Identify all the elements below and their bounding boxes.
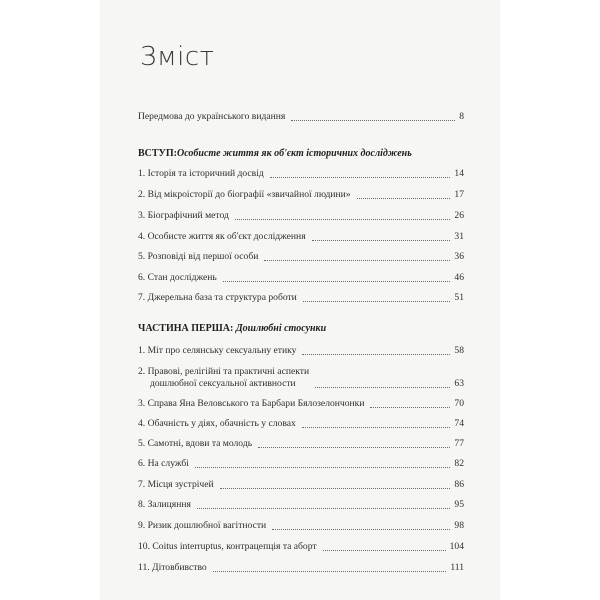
dot-leader bbox=[302, 427, 451, 428]
toc-entry[interactable] bbox=[138, 366, 464, 390]
toc-entry-label: 5. Розповіді від першої особи bbox=[138, 251, 259, 262]
toc-entry[interactable] bbox=[138, 541, 464, 553]
dot-leader bbox=[370, 407, 450, 408]
toc-entry-page: 26 bbox=[454, 210, 464, 221]
toc-entry[interactable] bbox=[138, 210, 464, 222]
toc-entry-page: 111 bbox=[450, 562, 464, 573]
toc-entry-label: 8. Залицяння bbox=[138, 499, 191, 510]
toc-entry-page: 70 bbox=[454, 398, 464, 409]
toc-entry-label: 2. Від мікроісторії до біографії «звичайної людини» bbox=[138, 189, 351, 200]
toc-entry-label: 6. Стан досліджень bbox=[138, 272, 217, 283]
toc-entry[interactable] bbox=[138, 251, 464, 263]
dot-leader bbox=[213, 571, 447, 572]
toc-entry[interactable] bbox=[138, 398, 464, 410]
section-heading-intro bbox=[138, 148, 468, 160]
section-heading-part1 bbox=[138, 323, 468, 335]
dot-leader bbox=[270, 177, 451, 178]
toc-entry-label: 4. Обачність у діях, обачність у словах bbox=[138, 418, 296, 429]
toc-entry-page: 36 bbox=[454, 251, 464, 262]
toc-entry-page: 82 bbox=[454, 458, 464, 469]
toc-entry-page: 98 bbox=[454, 520, 464, 531]
toc-entry-page: 86 bbox=[454, 479, 464, 490]
toc-entry[interactable] bbox=[138, 272, 464, 284]
toc-entry-label: 11. Дітовбивство bbox=[138, 562, 207, 573]
toc-entry-label: 7. Місця зустрічей bbox=[138, 479, 214, 490]
dot-leader bbox=[220, 488, 451, 489]
section-heading-lead: ВСТУП: bbox=[138, 148, 178, 159]
section-heading-lead: ЧАСТИНА ПЕРША: bbox=[138, 323, 234, 334]
toc-entry[interactable] bbox=[138, 499, 464, 511]
dot-leader bbox=[195, 467, 450, 468]
toc-entry-page: 104 bbox=[449, 541, 464, 552]
toc-entry-label: 6. На службі bbox=[138, 458, 189, 469]
dot-leader bbox=[264, 260, 450, 261]
dot-leader bbox=[272, 529, 450, 530]
dot-leader bbox=[235, 219, 451, 220]
toc-entry[interactable] bbox=[138, 418, 464, 430]
toc-entry-page: 77 bbox=[454, 438, 464, 449]
toc-entry-page: 31 bbox=[454, 231, 464, 242]
toc-entry-label: 1. Історія та історичний досвід bbox=[138, 168, 264, 179]
toc-entry[interactable] bbox=[138, 231, 464, 243]
dot-leader bbox=[357, 198, 451, 199]
toc-entry-page: 95 bbox=[454, 499, 464, 510]
toc-entry-page: 17 bbox=[454, 189, 464, 200]
toc-entry-label-line1: 2. Правові, релігійні та практичні аспекти bbox=[138, 366, 310, 377]
dot-leader bbox=[197, 508, 451, 509]
toc-entry-label: 3. Справа Яна Веловського та Барбари Бялозелончонки bbox=[138, 398, 365, 409]
toc-entry[interactable] bbox=[138, 479, 464, 491]
toc-entry[interactable] bbox=[138, 292, 464, 304]
section-heading-title: Особисте життя як об'єкт історичних досліджень bbox=[177, 148, 412, 159]
toc-entry[interactable] bbox=[138, 458, 464, 470]
toc-entry-page: 46 bbox=[454, 272, 464, 283]
toc-entry-page: 8 bbox=[459, 111, 464, 122]
toc-entry-label: 4. Особисте життя як об'єкт дослідження bbox=[138, 231, 306, 242]
dot-leader bbox=[323, 550, 446, 551]
toc-entry-page: 58 bbox=[454, 345, 464, 356]
toc-entry-label-line2: дошлюбної сексуальної активности bbox=[150, 378, 296, 389]
dot-leader bbox=[302, 354, 450, 355]
toc-entry-label: 5. Самотні, вдови та молодь bbox=[138, 438, 253, 449]
dot-leader bbox=[312, 240, 451, 241]
dot-leader bbox=[315, 387, 450, 388]
toc-entry-label: 7. Джерельна база та структура роботи bbox=[138, 292, 297, 303]
toc-entry-label: 10. Coitus interruptus, контрацепція та аборт bbox=[138, 541, 317, 552]
toc-entry-page: 14 bbox=[454, 168, 464, 179]
section-heading-title: Дошлюбні стосунки bbox=[235, 323, 327, 334]
toc-entry-label: 1. Міт про селянську сексуальну етику bbox=[138, 345, 297, 356]
toc-entry-label: 3. Біографічний метод bbox=[138, 210, 229, 221]
toc-entry[interactable] bbox=[138, 168, 464, 180]
toc-entry-preface[interactable] bbox=[138, 111, 464, 123]
page-title: Зміст bbox=[140, 42, 215, 72]
toc-entry-label: Передмова до українського видання bbox=[138, 111, 286, 122]
dot-leader bbox=[291, 120, 455, 121]
toc-entry[interactable] bbox=[138, 189, 464, 201]
toc-entry[interactable] bbox=[138, 345, 464, 357]
toc-entry[interactable] bbox=[138, 520, 464, 532]
dot-leader bbox=[303, 301, 451, 302]
toc-entry-page: 51 bbox=[454, 292, 464, 303]
dot-leader bbox=[258, 447, 450, 448]
toc-entry[interactable] bbox=[138, 562, 464, 574]
toc-entry-page: 74 bbox=[454, 418, 464, 429]
dot-leader bbox=[223, 281, 451, 282]
toc-entry[interactable] bbox=[138, 438, 464, 450]
toc-entry-label: 9. Ризик дошлюбної вагітности bbox=[138, 520, 267, 531]
toc-entry-page: 63 bbox=[454, 378, 464, 389]
toc-entry-label bbox=[138, 366, 309, 390]
